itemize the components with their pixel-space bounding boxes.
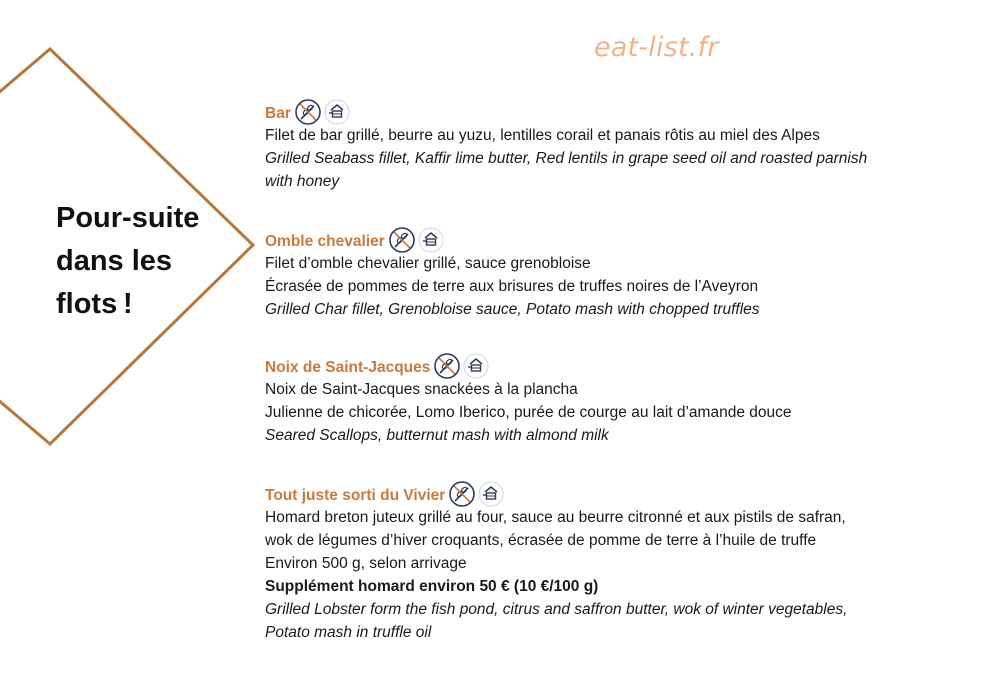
dish-description-en: Grilled Seabass fillet, Kaffir lime butter, Red lentils in grape seed oil and roasted parnish <box>265 150 868 167</box>
dish-description-fr: Noix de Saint-Jacques snackées à la plancha <box>265 381 578 398</box>
dish-name: Noix de Saint-Jacques <box>265 359 431 376</box>
section-title-line: flots ! <box>56 288 133 320</box>
house-pot-icon <box>463 353 489 379</box>
dish-description-fr: Filet d’omble chevalier grillé, sauce grenobloise <box>265 255 591 272</box>
no-wheat-icon <box>294 98 322 126</box>
dish-description-en: with honey <box>265 173 340 190</box>
menu-item <box>265 350 965 447</box>
section-title-line: dans les <box>56 245 173 277</box>
house-pot-icon <box>478 481 504 507</box>
no-wheat-icon <box>433 352 461 380</box>
dish-description-en: Potato mash in truffle oil <box>265 624 432 641</box>
menu-item <box>265 224 965 321</box>
section-title-line: Pour-suite <box>56 202 200 234</box>
section-title <box>56 197 226 326</box>
dish-description-fr: Filet de bar grillé, beurre au yuzu, lentilles corail et panais rôtis au miel des Alpes <box>265 127 820 144</box>
dish-description-fr: Environ 500 g, selon arrivage <box>265 555 467 572</box>
dish-description-en: Grilled Lobster form the fish pond, citrus and saffron butter, wok of winter vegetables, <box>265 601 848 618</box>
dish-description-en: Seared Scallops, butternut mash with almond milk <box>265 427 609 444</box>
house-pot-icon <box>418 227 444 253</box>
dish-description-fr: Homard breton juteux grillé au four, sauce au beurre citronné et aux pistils de safran, <box>265 509 846 526</box>
watermark: eat-list.fr <box>594 32 719 63</box>
dish-name: Bar <box>265 105 291 122</box>
dish-supplement: Supplément homard environ 50 € (10 €/100 g) <box>265 578 599 595</box>
dish-description-fr: wok de légumes d’hiver croquants, écrasée de pomme de terre à l’huile de truffe <box>265 532 817 549</box>
no-wheat-icon <box>448 480 476 508</box>
dish-name: Tout juste sorti du Vivier <box>265 487 446 504</box>
dish-description-fr: Écrasée de pommes de terre aux brisures de truffes noires de l’Aveyron <box>265 278 759 295</box>
no-wheat-icon <box>388 226 416 254</box>
dish-description-fr: Julienne de chicorée, Lomo Iberico, purée de courge au lait d’amande douce <box>265 404 792 421</box>
menu-item <box>265 478 965 644</box>
menu-item <box>265 96 965 193</box>
dish-name: Omble chevalier <box>265 233 385 250</box>
dish-description-en: Grilled Char fillet, Grenobloise sauce, Potato mash with chopped truffles <box>265 301 760 318</box>
house-pot-icon <box>324 99 350 125</box>
